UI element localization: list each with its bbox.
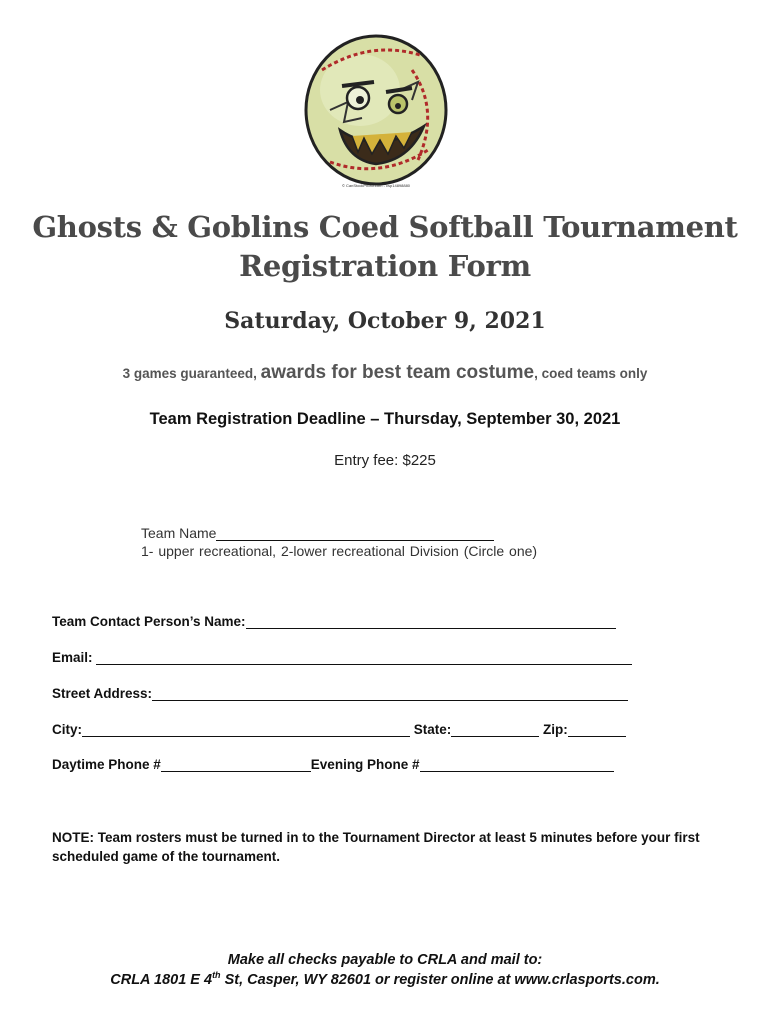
zip-label: Zip: — [543, 722, 568, 737]
contact-name-blank[interactable] — [246, 614, 616, 629]
tagline-highlight: awards for best team costume — [260, 362, 535, 383]
address-prefix: CRLA 1801 E 4 — [110, 971, 213, 988]
division-choice: 1- upper recreational, 2-lower recreational Division (Circle one) — [141, 543, 538, 559]
state-blank[interactable] — [451, 722, 539, 737]
evening-phone-blank[interactable] — [420, 757, 614, 772]
city-blank[interactable] — [82, 722, 410, 737]
page-title-line1: Ghosts & Goblins Coed Softball Tournament — [32, 210, 738, 244]
tagline — [0, 362, 770, 384]
contact-name-field — [52, 614, 616, 629]
team-name-blank[interactable] — [216, 526, 494, 541]
phone-row — [52, 757, 614, 772]
city-state-zip-row — [52, 722, 626, 737]
state-label: State: — [413, 722, 452, 737]
page-title-line2: Registration Form — [239, 249, 531, 283]
zombie-softball-logo — [300, 30, 452, 192]
contact-name-label: Team Contact Person’s Name: — [52, 614, 246, 629]
address-ordinal: th — [212, 970, 221, 980]
evening-phone-label: Evening Phone # — [310, 757, 420, 772]
team-name-field — [141, 525, 494, 541]
address-suffix: St, Casper, WY 82601 or register online at www.crlasports.com. — [220, 971, 660, 988]
payment-instructions: Make all checks payable to CRLA and mail to: — [227, 952, 543, 968]
tagline-part3: , coed teams only — [534, 366, 648, 381]
tagline-part1: 3 games guaranteed, — [122, 366, 261, 381]
entry-fee: Entry fee: $225 — [334, 452, 436, 469]
street-address-label: Street Address: — [52, 686, 153, 701]
zip-blank[interactable] — [568, 722, 626, 737]
daytime-phone-blank[interactable] — [161, 757, 311, 772]
roster-note: NOTE: Team rosters must be turned in to the Tournament Director at least 5 minutes before your first scheduled game of the tournament. — [52, 830, 700, 864]
email-blank[interactable] — [96, 650, 632, 665]
team-name-label: Team Name — [141, 525, 217, 541]
registration-deadline: Team Registration Deadline – Thursday, September 30, 2021 — [149, 410, 621, 428]
email-label: Email: — [52, 650, 93, 665]
street-address-field — [52, 686, 628, 701]
street-address-blank[interactable] — [152, 686, 628, 701]
email-field — [52, 650, 632, 665]
mailing-address — [0, 970, 770, 988]
image-credit: © CanStockPhoto.com - csp14898880 — [341, 183, 411, 188]
daytime-phone-label: Daytime Phone # — [52, 757, 161, 772]
city-label: City: — [52, 722, 82, 737]
event-date: Saturday, October 9, 2021 — [224, 308, 546, 334]
